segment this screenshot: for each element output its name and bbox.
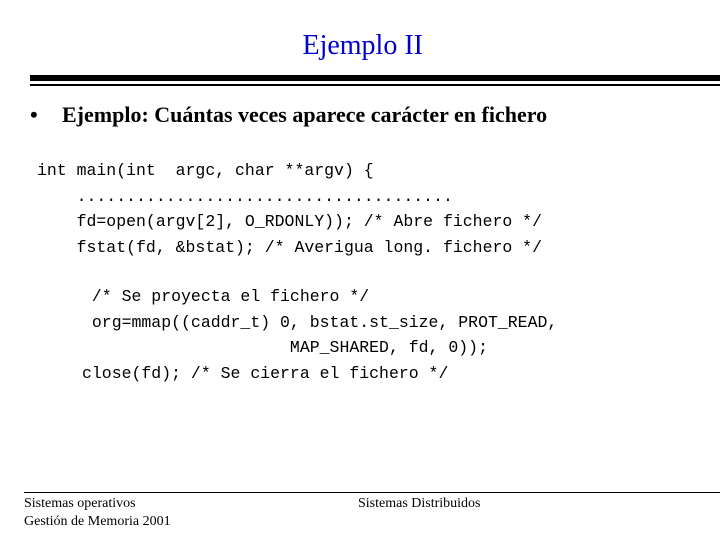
footer-left (24, 495, 171, 531)
slide-title (0, 30, 705, 62)
slide-title-text: Ejemplo II (302, 30, 423, 61)
title-rule-thin (30, 84, 720, 86)
code-line: /* Se proyecta el fichero */ (82, 287, 370, 306)
code-line: int main(int argc, char **argv) { (37, 161, 374, 180)
bullet-text: Ejemplo: Cuántas veces aparece carácter en fichero (62, 102, 548, 127)
bullet-item (30, 102, 547, 128)
footer-center: Sistemas Distribuidos (358, 496, 481, 511)
title-rule-thick (30, 75, 720, 81)
footer-rule (24, 492, 720, 493)
footer-topic: Gestión de Memoria 2001 (24, 514, 171, 529)
code-block-main (37, 158, 542, 260)
code-line: close(fd); /* Se cierra el fichero */ (82, 363, 449, 383)
footer-course: Sistemas operativos (24, 496, 136, 511)
bullet-dot-icon: • (30, 102, 38, 127)
code-line: fstat(fd, &bstat); /* Averigua long. fichero */ (37, 237, 542, 257)
code-line: fd=open(argv[2], O_RDONLY)); /* Abre fichero */ (37, 212, 542, 231)
code-line: ...................................... (37, 186, 453, 206)
code-block-mmap (82, 284, 557, 386)
code-line: org=mmap((caddr_t) 0, bstat.st_size, PROT_READ, (82, 312, 558, 332)
code-line: MAP_SHARED, fd, 0)); (82, 338, 488, 357)
